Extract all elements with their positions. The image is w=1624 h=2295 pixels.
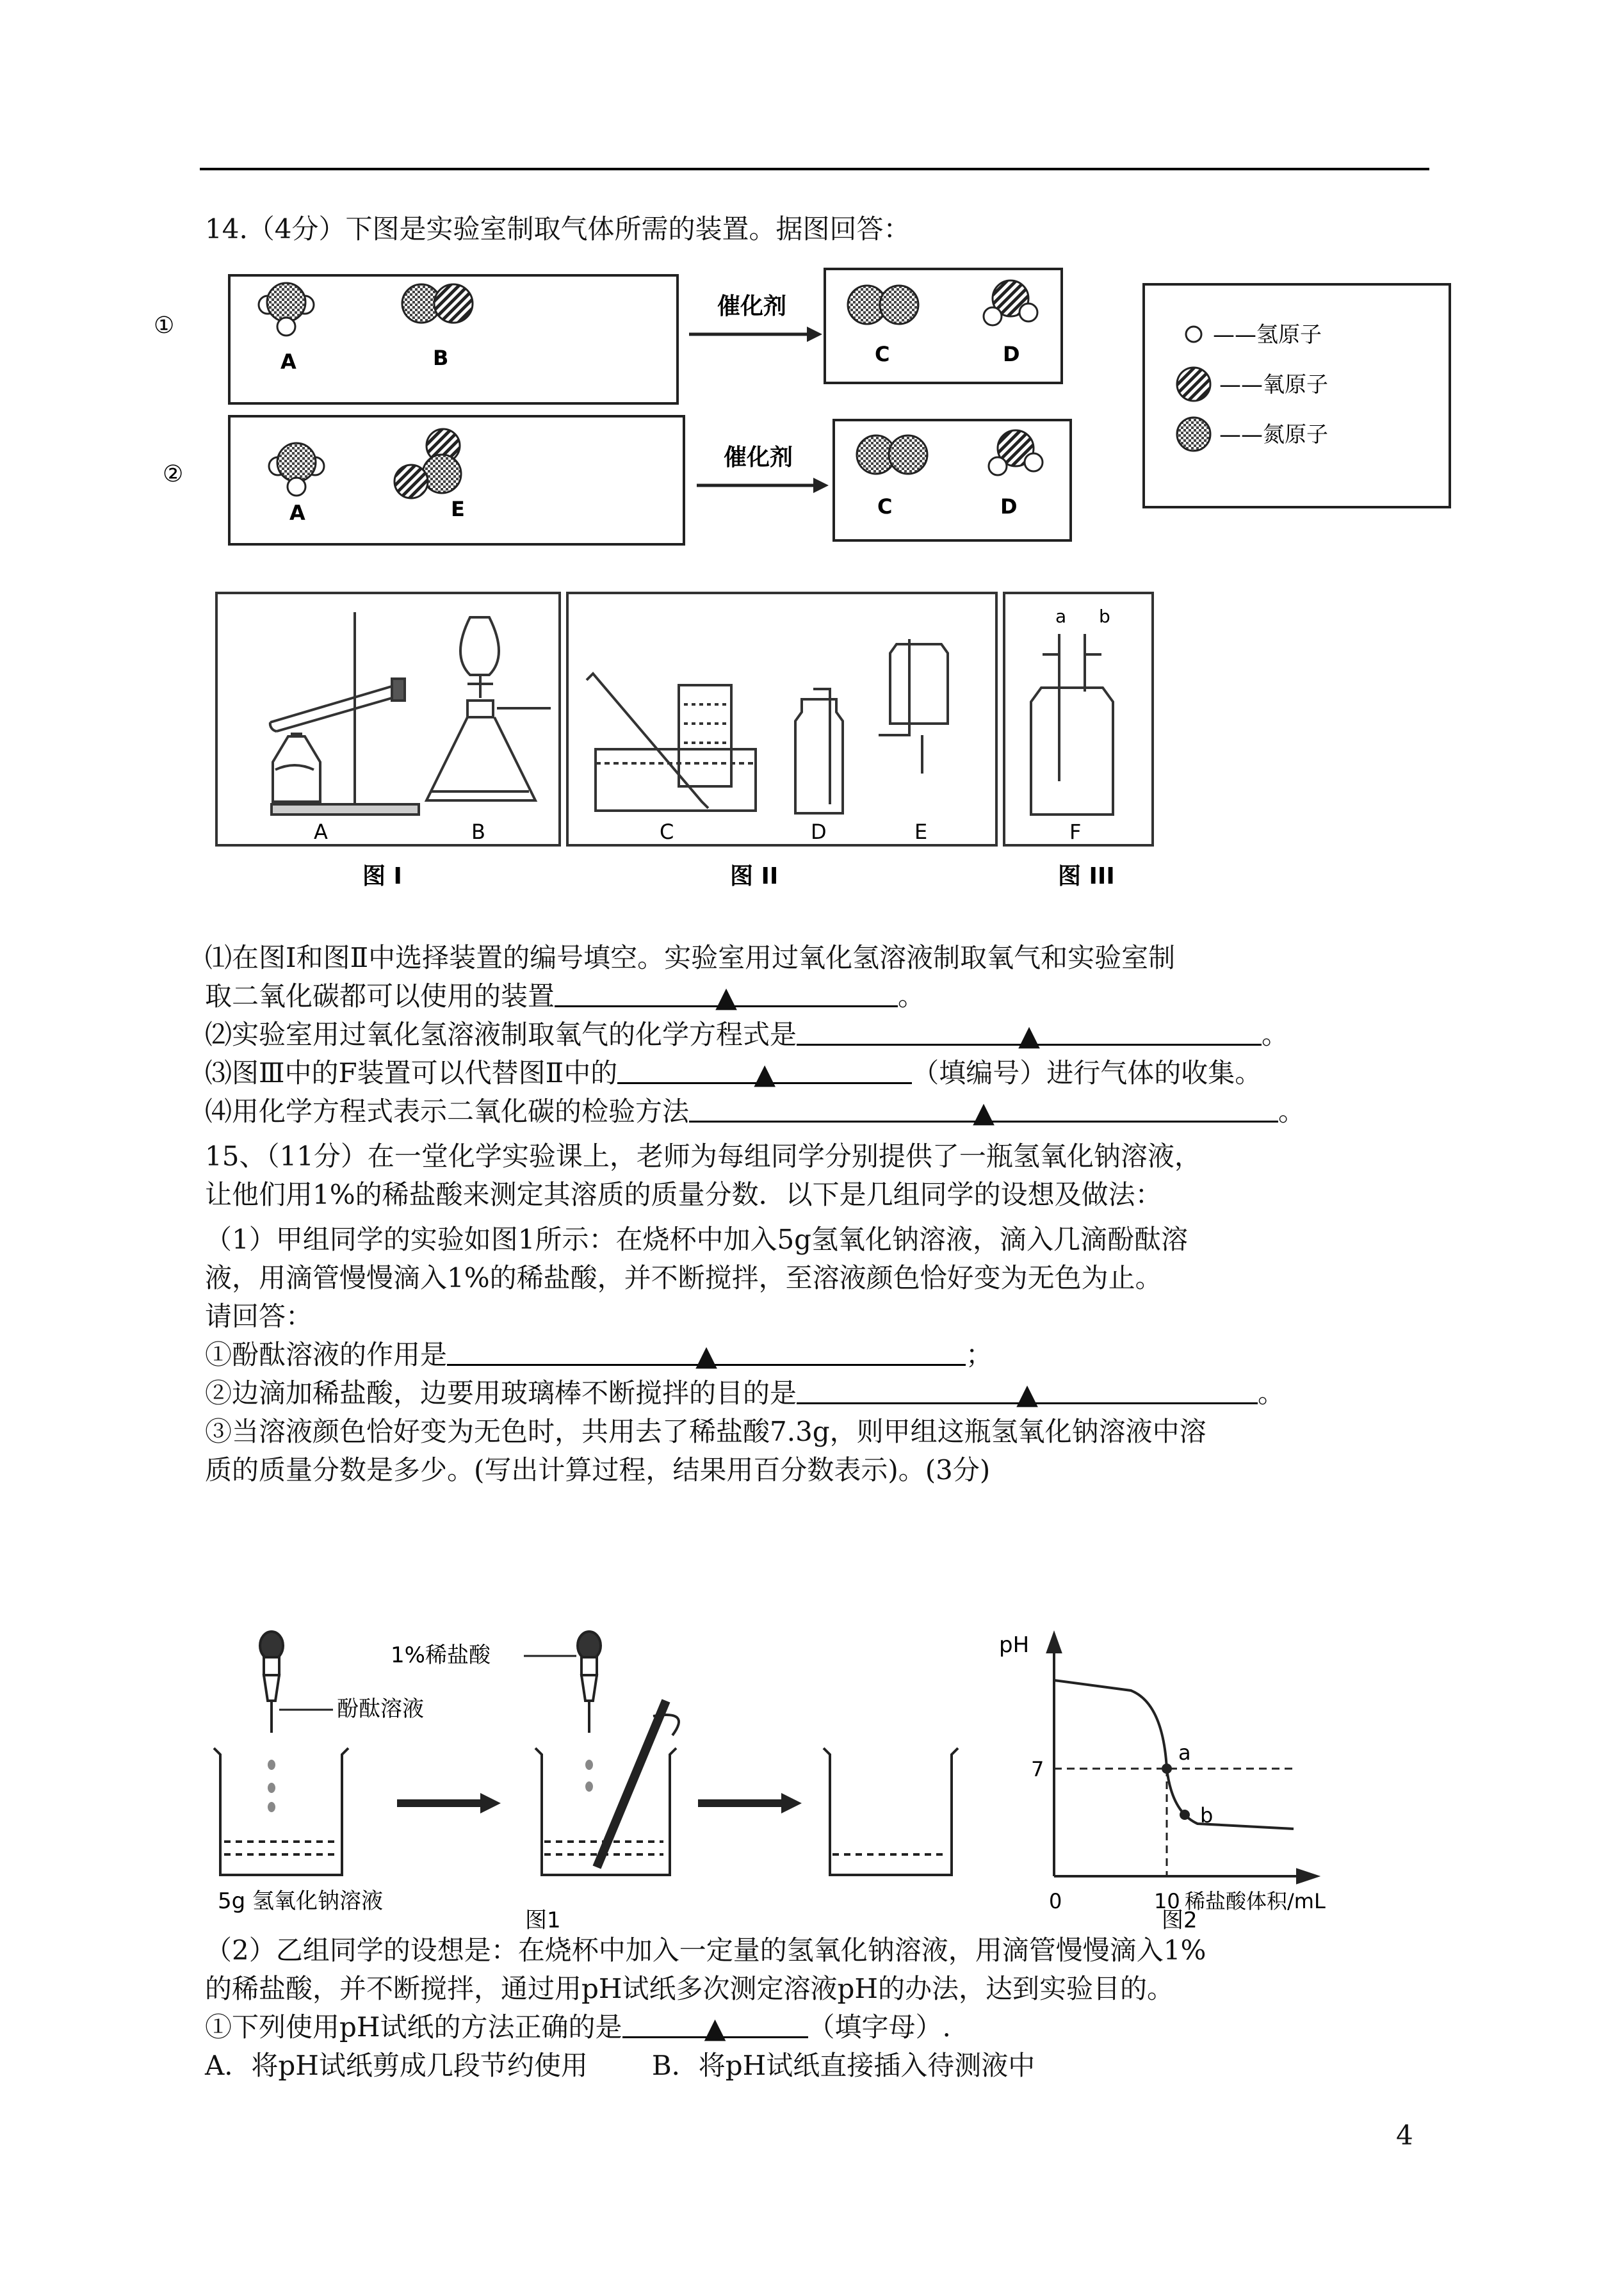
legend-nitrogen: ——氮原子 <box>1219 422 1328 448</box>
titration-diagram <box>205 1620 1422 1933</box>
q15-part1-line1: （1）甲组同学的实验如图1所示：在烧杯中加入5g氢氧化钠溶液，滴入几滴酚酞溶 <box>205 1224 1189 1255</box>
answer-blank-q15-p2[interactable] <box>622 2008 808 2045</box>
q14-part4-suffix: 。 <box>1278 1096 1306 1127</box>
molecule-a-row2 <box>269 443 324 496</box>
q15-answer-prompt: 请回答： <box>205 1301 313 1332</box>
answer-marker: ▲ <box>715 981 737 1014</box>
indicator-label: 酚酞溶液 <box>337 1696 424 1722</box>
apparatus-diagram <box>211 589 1210 896</box>
q14-part2-line <box>205 1016 1288 1054</box>
label-a-row2: A <box>289 501 305 525</box>
apparatus-d <box>795 689 843 813</box>
fig1-caption: 图1 <box>525 1908 561 1933</box>
option-b: B．将pH试纸直接插入待测液中 <box>651 2050 1035 2081</box>
apparatus-a <box>270 612 419 815</box>
answer-marker: ▲ <box>1018 1019 1040 1052</box>
q15-part2-line2: 的稀盐酸，并不断搅拌，通过用pH试纸多次测定溶液pH的办法，达到实验目的。 <box>205 1973 1174 2004</box>
tube-b-label: b <box>1099 606 1110 627</box>
legend-oxygen: ——氧原子 <box>1219 372 1328 398</box>
q15-part1-line2: 液，用滴管慢慢滴入1%的稀盐酸，并不断搅拌，至溶液颜色恰好变为无色为止。 <box>205 1262 1162 1293</box>
q14-part4-line <box>205 1092 1305 1131</box>
beaker-label: 5g 氢氧化钠溶液 <box>218 1888 384 1914</box>
q15-sub3-line2: 质的质量分数是多少。(写出计算过程，结果用百分数表示)。(3分) <box>205 1454 991 1486</box>
fig2-y-label: pH <box>999 1632 1030 1658</box>
atom-legend <box>1177 322 1328 451</box>
label-d-row2: D <box>1000 494 1018 519</box>
q14-part2-prefix: ⑵实验室用过氧化氢溶液制取氧气的化学方程式是 <box>205 1019 797 1050</box>
apparatus-f <box>1031 634 1113 815</box>
label-apparatus-c: C <box>660 820 674 844</box>
molecule-d-row2 <box>989 430 1043 475</box>
q15-sub2-suffix: 。 <box>1258 1377 1285 1409</box>
molecule-c-row1 <box>848 286 918 324</box>
q14-part3-suffix: （填编号）进行气体的收集。 <box>912 1057 1262 1089</box>
q15-title: 15、（11分）在一堂化学实验课上，老师为每组同学分别提供了一瓶氢氧化钠溶液， <box>205 1140 1201 1172</box>
q15-part2-q1-prefix: ①下列使用pH试纸的方法正确的是 <box>205 2011 622 2043</box>
q14-part1-line2 <box>205 977 925 1016</box>
answer-marker: ▲ <box>973 1096 995 1129</box>
q15-sub1-line <box>205 1336 993 1374</box>
answer-marker: ▲ <box>695 1340 717 1372</box>
answer-blank-q14-1[interactable] <box>555 977 898 1014</box>
page-number: 4 <box>1396 2120 1413 2151</box>
catalyst-row1: 催化剂 <box>717 293 787 320</box>
molecule-a-row1 <box>259 283 314 336</box>
q15-title-line2: 让他们用1%的稀盐酸来测定其溶质的质量分数．以下是几组同学的设想及做法： <box>205 1179 1162 1210</box>
beaker-3 <box>824 1748 958 1875</box>
q15-sub2-line <box>205 1374 1285 1413</box>
q14-part2-suffix: 。 <box>1262 1019 1289 1050</box>
answer-blank-q14-3[interactable] <box>617 1054 912 1091</box>
label-apparatus-b: B <box>471 820 485 844</box>
q14-part3-prefix: ⑶图Ⅲ中的F装置可以代替图Ⅱ中的 <box>205 1057 618 1089</box>
molecule-b-row1 <box>402 284 473 323</box>
label-apparatus-d: D <box>811 820 827 844</box>
label-b-row1: B <box>433 346 449 370</box>
q14-part1-line1: ⑴在图Ⅰ和图Ⅱ中选择装置的编号填空。实验室用过氧化氢溶液制取氧气和实验室制 <box>205 942 1176 973</box>
answer-blank-q15-2[interactable] <box>797 1374 1258 1411</box>
fig2-point-a-label: a <box>1178 1740 1191 1765</box>
answer-marker: ▲ <box>754 1058 776 1091</box>
q14-part3-line <box>205 1054 1262 1092</box>
q15-sub1-prefix: ①酚酞溶液的作用是 <box>205 1339 448 1370</box>
label-e-row2: E <box>451 497 465 521</box>
apparatus-c <box>587 674 756 811</box>
caption-fig-3: 图 III <box>1058 863 1115 889</box>
label-apparatus-a: A <box>314 820 328 844</box>
answer-blank-q14-2[interactable] <box>797 1016 1262 1052</box>
tube-a-label: a <box>1055 606 1067 627</box>
answer-marker: ▲ <box>704 2012 726 2045</box>
caption-fig-1: 图 I <box>362 863 402 889</box>
molecule-d-row1 <box>984 280 1037 325</box>
label-c-row1: C <box>875 342 890 366</box>
answer-blank-q15-1[interactable] <box>447 1336 966 1372</box>
apparatus-e <box>879 639 948 774</box>
q14-part4-prefix: ⑷用化学方程式表示二氧化碳的检验方法 <box>205 1096 690 1127</box>
row1-marker: ① <box>154 312 175 339</box>
fig2-caption: 图2 <box>1162 1908 1198 1933</box>
q15-sub3-line1: ③当溶液颜色恰好变为无色时，共用去了稀盐酸7.3g，则甲组这瓶氢氧化钠溶液中溶 <box>205 1416 1206 1447</box>
label-c-row2: C <box>877 494 893 519</box>
answer-blank-q14-4[interactable] <box>689 1092 1278 1129</box>
option-a: A．将pH试纸剪成几段节约使用 <box>205 2050 588 2081</box>
answer-marker: ▲ <box>1016 1378 1038 1411</box>
molecule-c-row2 <box>857 435 927 474</box>
fig2-point-b-label: b <box>1200 1803 1214 1828</box>
q15-part2-q1-line <box>205 2008 951 2047</box>
q15-sub2-prefix: ②边滴加稀盐酸，边要用玻璃棒不断搅拌的目的是 <box>205 1377 797 1409</box>
header-rule <box>200 168 1429 170</box>
q15-part2-line1: （2）乙组同学的设想是：在烧杯中加入一定量的氢氧化钠溶液，用滴管慢慢滴入1% <box>205 1934 1206 1966</box>
dropper-icon <box>260 1632 283 1733</box>
legend-hydrogen: ——氢原子 <box>1213 322 1322 348</box>
drops <box>268 1760 275 1812</box>
fig2-x-tick: 10 <box>1154 1889 1180 1913</box>
label-a-row1: A <box>280 350 296 374</box>
caption-fig-2: 图 II <box>730 863 779 889</box>
fig2-y-tick: 7 <box>1031 1757 1044 1781</box>
point-a <box>1162 1764 1172 1774</box>
molecule-reaction-diagram <box>154 263 1328 544</box>
fig2-x-label: 稀盐酸体积/mL <box>1185 1889 1326 1913</box>
label-apparatus-f: F <box>1069 820 1082 844</box>
acid-label: 1%稀盐酸 <box>391 1642 491 1668</box>
q14-part1-prefix: 取二氧化碳都可以使用的装置 <box>205 980 555 1012</box>
q15-part2-q1-suffix: （填字母）. <box>808 2011 951 2043</box>
row2-marker: ② <box>163 461 184 487</box>
label-d-row1: D <box>1003 342 1020 366</box>
label-apparatus-e: E <box>914 820 928 844</box>
catalyst-row2: 催化剂 <box>724 444 793 471</box>
q15-sub1-suffix: ； <box>966 1339 993 1370</box>
q15-options-line <box>205 2047 1035 2085</box>
point-b <box>1180 1810 1190 1820</box>
q14-title: 14.（4分）下图是实验室制取气体所需的装置。据图回答： <box>205 213 911 245</box>
apparatus-b <box>426 617 551 800</box>
beaker-1 <box>214 1748 348 1875</box>
fig2-x-origin: 0 <box>1049 1889 1062 1913</box>
molecule-e-row2 <box>394 429 461 498</box>
q14-part1-suffix: 。 <box>898 980 925 1012</box>
beaker-2 <box>535 1701 679 1875</box>
